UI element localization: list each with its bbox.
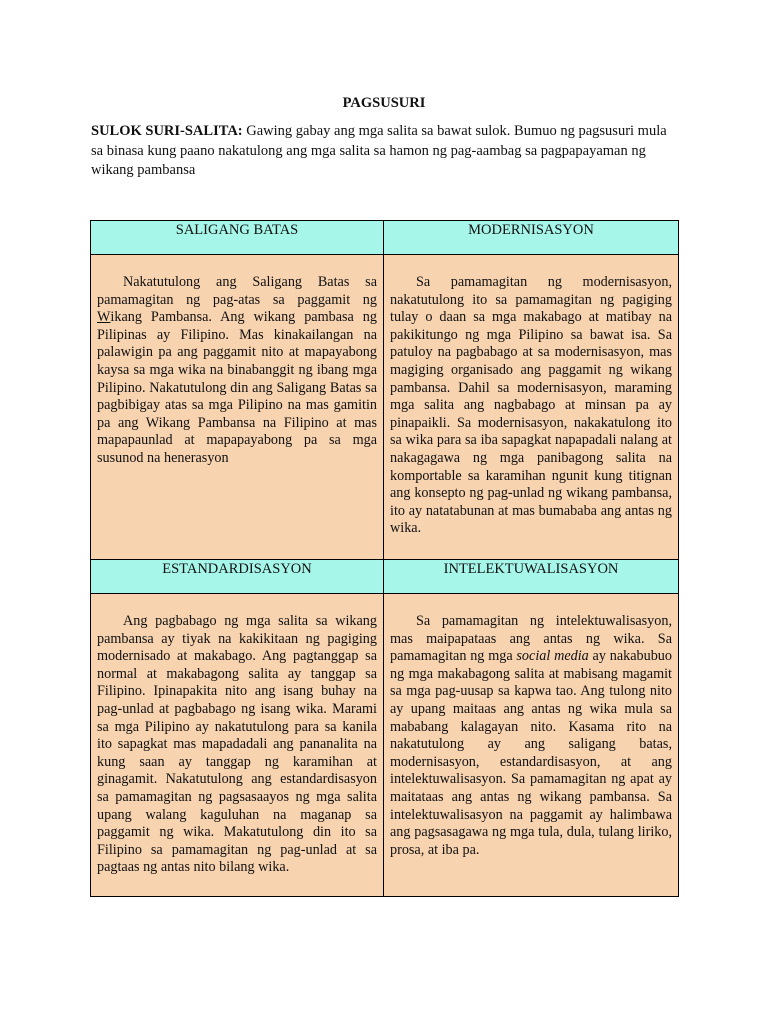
header-row-2	[91, 560, 679, 594]
header-saligang-batas: SALIGANG BATAS	[91, 221, 384, 255]
paragraph-modernisasyon: Sa pamamagitan ng modernisasyon, nakatutulong ito sa pamamagitan ng pagiging tulay o daan sa mga makabago at matibay na pakikitungo ng mga Pilipino sa bawat isa. Sa patuloy na pagbabago at sa modernisasyon, mas magiging organisado ang paggamit ng wikang pambansa. Dahil sa modernisasyon, maraming mga salita ang nagbabago at minsan pa ay pinapaikli. Sa modernisasyon, nakakatulong ito sa wika para sa iba sapagkat napapadali nalang at nakagagawa ng mga panibagong salita na komportable sa karamihan ngunit kung titignan ang konsepto ng pag-unlad ng wikang pambansa, ito ay natatabunan at mas bumababa ang antas ng wika.	[390, 274, 672, 537]
header-estandardisasyon: ESTANDARDISASYON	[91, 560, 384, 594]
header-row-1	[91, 221, 679, 255]
paragraph-estandardisasyon: Ang pagbabago ng mga salita sa wikang pambansa ay tiyak na kakikitaan ng pagiging modernisado at makabago. Ang pagtanggap sa normal at makabagong salita ay tanggap sa Filipino. Ipinapakita nito ang isang buhay na pag-unlad at pagbabago ng isang wika. Marami sa mga Pilipino ay nakatutulong para sa kanila ito sapagkat mas mapadadali ang pananalita na kung saan ay tanggap ng karamihan at ginagamit. Nakatutulong ang estandardisasyon sa pamamagitan ng pagsasaayos ng mga salita upang walang kaguluhan na maganap sa paggamit ng wika. Makatutulong din ito sa Filipino sa pamamagitan ng pag-unlad at sa pagtaas ng antas nito bilang wika.	[97, 613, 377, 876]
paragraph-saligang-batas	[91, 255, 383, 469]
instructions-paragraph	[91, 122, 681, 181]
header-intelektuwalisasyon: INTELEKTUWALISASYON	[384, 560, 679, 594]
intelektuwalisasyon-text-b: ay nakabubuo ng mga makabagong salita at mabisang magamit sa mga pag-uusap sa kapwa tao. Ang tulong nito ay upang maitaas ang antas ng wika mula sa mababang kalagayan nito. Kasama rito na nakatutulong ay ang saligang batas, modernisasyon, estandardisasyon, at ang intelektuwalisasyon. Sa pamamagitan ng apat ay maitataas ang antas ng wikang pambansa. Sa intelektuwalisasyon na paggamit ay halimbawa ang pagsasagawa ng mga tula, dula, tulang liriko, prosa, at iba pa.	[390, 648, 672, 858]
saligang-batas-underlined-letter: W	[97, 309, 111, 326]
intelektuwalisasyon-text-a: Sa pamamagitan ng intelektuwalisasyon, mas maipapataas ang antas ng wika. Sa pamamagitan ng mga	[390, 613, 672, 665]
analysis-table	[90, 220, 679, 897]
intelektuwalisasyon-italic-term: social media	[516, 648, 589, 665]
paragraph-intelektuwalisasyon	[384, 594, 678, 860]
page-title: PAGSUSURI	[342, 95, 426, 111]
cell-intelektuwalisasyon	[384, 594, 679, 897]
body-row-2	[91, 594, 679, 897]
cell-estandardisasyon	[91, 594, 384, 897]
cell-saligang-batas	[91, 255, 384, 560]
saligang-batas-text-b: ikang Pambansa. Ang wikang pambasa ng Pilipinas ay Filipino. Mas kinakailangan na palawigin pa ang paggamit nito at mapayabong kaysa sa mga wika na binabanggit ng ibang mga Pilipino. Nakatutulong din ang Saligang Batas sa pagbibigay atas sa mga Pilipino na mas gamitin pa ang Wikang Pambansa na Filipino at mas mapapaunlad at mapapayabong pa sa mga susunod na henerasyon	[97, 309, 377, 466]
body-row-1	[91, 255, 679, 560]
header-modernisasyon: MODERNISASYON	[384, 221, 679, 255]
instructions-lead: SULOK SURI-SALITA:	[91, 123, 243, 139]
saligang-batas-text-a: Nakatutulong ang Saligang Batas sa pamamagitan ng pag-atas sa paggamit ng	[97, 274, 377, 308]
instructions-text: Gawing gabay ang mga salita sa bawat sulok. Bumuo ng pagsusuri mula sa binasa kung paano nakatulong ang mga salita sa hamon ng pag-aambag sa pagpapayaman ng wikang pambansa	[91, 123, 667, 178]
cell-modernisasyon	[384, 255, 679, 560]
